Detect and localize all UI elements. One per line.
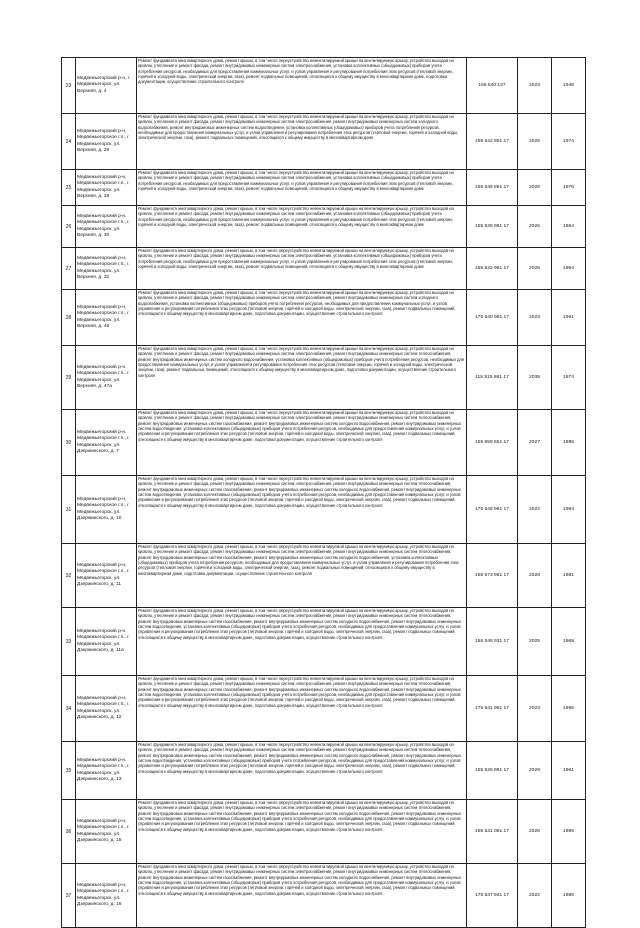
row-work-list: Ремонт фундамента многоквартирного дома, ремонт крыши, в том числе переустройство невентилируемой крыши на вентилируемую крышу, устройство выходов на кровлю, утепление и ремонт фасада, ремонт внутридомовых инженерных систем электроснабжения, ремонт внутридомовых инженерных систем холодного водоснабжения, ремонт внутридомовых инженерных систем водоотведения, установка коллективных (общедомовых) приборов учета потребления ресурсов, необходимых для предоставления коммунальных услуг, и узлов управления и регулирования потребления этих ресурсов (тепловой энергии, горячей и холодной воды, электрической энергии, газа), ремонт подвальных помещений, относящихся к общему имуществу в многоквартирном доме <box>138 114 459 141</box>
row-address-cell <box>76 864 137 928</box>
row-plan-year-cell <box>518 864 552 928</box>
row-plan-year-cell <box>518 290 552 346</box>
row-number-cell <box>62 58 76 114</box>
row-built-year-cell <box>552 864 586 928</box>
row-built-year: 1961 <box>563 768 574 773</box>
row-plan-year-cell <box>518 114 552 170</box>
table-row <box>62 170 586 206</box>
row-cost: 155 559 651 17 <box>475 440 509 445</box>
row-built-year: 1961 <box>563 315 574 320</box>
row-built-year: 1981 <box>563 573 574 578</box>
row-built-year-cell <box>552 170 586 206</box>
row-cost: 155 531 051 17 <box>475 829 509 834</box>
row-cost-cell <box>467 608 518 676</box>
row-cost: 155 540 137 <box>478 83 506 88</box>
table-row <box>62 800 586 864</box>
row-number: 26 <box>65 223 72 230</box>
row-cost-cell <box>467 410 518 476</box>
table-row <box>62 114 586 170</box>
row-number: 25 <box>65 184 72 191</box>
row-cost: 175 541 951 17 <box>475 706 509 711</box>
row-address: Медвежьегорский р-н, Медвежьегорское г.п., г. Медвежьегорск, ул. Верхняя, д. 26 <box>77 129 130 153</box>
row-built-year-cell <box>552 544 586 608</box>
table-row <box>62 608 586 676</box>
row-address-cell <box>76 676 137 742</box>
row-work-list-cell <box>137 346 467 410</box>
row-plan-year: 2023 <box>529 706 540 711</box>
row-address: Медвежьегорский р-н, Медвежьегорское г.п., г. Медвежьегорск, ул. Верхняя, д. 30 <box>77 214 130 238</box>
row-address-cell <box>76 114 137 170</box>
row-work-list-cell <box>137 676 467 742</box>
row-cost: 155 542 851 17 <box>475 139 509 144</box>
row-plan-year: 2023 <box>529 315 540 320</box>
row-number-cell <box>62 544 76 608</box>
row-cost: 155 573 961 17 <box>475 573 509 578</box>
table-row <box>62 346 586 410</box>
row-built-year: 1955 <box>563 706 574 711</box>
row-cost-cell <box>467 170 518 206</box>
row-address-cell <box>76 248 137 290</box>
row-number-cell <box>62 248 76 290</box>
row-cost: 155 545 851 17 <box>475 185 509 190</box>
row-cost-cell <box>467 346 518 410</box>
row-cost: 155 528 961 17 <box>475 224 509 229</box>
row-number-cell <box>62 290 76 346</box>
row-built-year: 1986 <box>563 893 574 898</box>
row-plan-year-cell <box>518 676 552 742</box>
row-built-year-cell <box>552 290 586 346</box>
row-built-year: 1985 <box>563 440 574 445</box>
row-built-year: 1974 <box>563 375 574 380</box>
row-plan-year-cell <box>518 346 552 410</box>
row-address: Медвежьегорский р-н, Медвежьегорское г.п., г. Медвежьегорск, ул. Дзержинского, д. 15 <box>77 819 130 843</box>
row-address: Медвежьегорский р-н, Медвежьегорское г.п., г. Медвежьегорск, ул. Дзержинского, д. 11 <box>77 563 130 587</box>
row-number: 27 <box>65 265 72 272</box>
row-address-cell <box>76 476 137 544</box>
row-work-list-cell <box>137 114 467 170</box>
row-number-cell <box>62 608 76 676</box>
row-number-cell <box>62 114 76 170</box>
row-address: Медвежьегорский р-н, Медвежьегорское г.п., г. Медвежьегорск, ул. Дзержинского, д. 11а <box>77 629 130 653</box>
row-cost: 175 547 941 17 <box>475 893 509 898</box>
row-plan-year: 2038 <box>529 375 540 380</box>
row-number: 37 <box>65 892 72 899</box>
row-plan-year-cell <box>518 608 552 676</box>
row-address-cell <box>76 58 137 114</box>
row-address-cell <box>76 544 137 608</box>
row-built-year: 1964 <box>563 224 574 229</box>
row-cost: 175 540 991 17 <box>475 315 509 320</box>
row-plan-year-cell <box>518 476 552 544</box>
table-body <box>62 58 586 928</box>
row-cost: 155 526 991 17 <box>475 768 509 773</box>
row-work-list: Ремонт фундамента многоквартирного дома, ремонт крыши, в том числе переустройство невентилируемой крыши на вентилируемую крышу, устройство выходов на кровлю, утепление и ремонт фасада, ремонт внутридомовых инженерных систем электроснабжения, ремонт внутридомовых инженерных систем теплоснабжения, ремонт внутридомовых инженерных систем газоснабжения, ремонт внутридомовых инженерных систем холодного водоснабжения, установка коллективных (общедомовых) приборов учета потребления ресурсов, необходимых для предоставления коммунальных услуг, и узлов управления и регулирования потребления этих ресурсов (тепловой энергии, горячей и холодной воды, электрической энергии, газа), ремонт подвальных помещений, относящихся к общему имуществу в многоквартирном доме, подготовка документации, осуществление строительного контроля <box>138 544 459 576</box>
row-address-cell <box>76 742 137 800</box>
table-row <box>62 544 586 608</box>
row-address-cell <box>76 410 137 476</box>
row-work-list-cell <box>137 248 467 290</box>
row-number-cell <box>62 410 76 476</box>
row-plan-year: 2026 <box>529 829 540 834</box>
row-built-year: 1978 <box>563 185 574 190</box>
row-cost-cell <box>467 476 518 544</box>
row-plan-year: 2022 <box>529 893 540 898</box>
row-work-list: Ремонт фундамента многоквартирного дома, ремонт крыши, в том числе переустройство невентилируемой крыши на вентилируемую крышу, устройство выходов на кровлю, утепление и ремонт фасада, ремонт внутридомовых инженерных систем электроснабжения, ремонт внутридомовых инженерных систем теплоснабжения, ремонт внутридомовых инженерных систем газоснабжения, ремонт внутридомовых инженерных систем холодного водоснабжения, ремонт внутридомовых инженерных систем водоотведения, установка коллективных (общедомовых) приборов учета потребления ресурсов, необходимых для предоставления коммунальных услуг, и узлов управления и регулирования потребления этих ресурсов (тепловой энергии, горячей и холодной воды, электрической энергии, газа), ремонт подвальных помещений, относящихся к общему имуществу в многоквартирном доме, подготовка документации, осуществление строительного контроля <box>138 800 461 832</box>
row-address: Медвежьегорский р-н, Медвежьегорское г.п., г. Медвежьегорск, ул. Дзержинского, д. 16 <box>77 883 130 907</box>
row-plan-year: 2029 <box>529 768 540 773</box>
table-row <box>62 206 586 248</box>
table-row <box>62 410 586 476</box>
row-cost: 155 532 961 17 <box>475 266 509 271</box>
row-number: 23 <box>65 82 72 89</box>
row-address: Медвежьегорский р-н, Медвежьегорское г.п., г. Медвежьегорск, ул. Дзержинского, д. 7 <box>77 430 130 454</box>
row-work-list: Ремонт фундамента многоквартирного дома, ремонт крыши, в том числе переустройство невентилируемой крыши на вентилируемую крышу, устройство выходов на кровлю, утепление и ремонт фасада, ремонт внутридомовых инженерных систем электроснабжения, ремонт внутридомовых инженерных систем теплоснабжения, ремонт внутридомовых инженерных систем газоснабжения, ремонт внутридомовых инженерных систем холодного водоснабжения, ремонт внутридомовых инженерных систем водоотведения, установка коллективных (общедомовых) приборов учета потребления ресурсов, необходимых для предоставления коммунальных услуг, и узлов управления и регулирования потребления этих ресурсов (тепловой энергии, горячей и холодной воды, электрической энергии, газа), ремонт подвальных помещений, относящихся к общему имуществу в многоквартирном доме, подготовка документации, осуществление строительного контроля <box>138 864 461 896</box>
row-number-cell <box>62 800 76 864</box>
row-built-year-cell <box>552 248 586 290</box>
row-number: 36 <box>65 828 72 835</box>
row-cost-cell <box>467 206 518 248</box>
row-number: 28 <box>65 314 72 321</box>
row-cost-cell <box>467 676 518 742</box>
row-built-year: 1984 <box>563 507 574 512</box>
row-plan-year-cell <box>518 58 552 114</box>
row-number: 31 <box>65 506 72 513</box>
row-number-cell <box>62 742 76 800</box>
row-work-list-cell <box>137 206 467 248</box>
row-work-list-cell <box>137 800 467 864</box>
row-number-cell <box>62 346 76 410</box>
table-row <box>62 58 586 114</box>
table-row <box>62 476 586 544</box>
row-cost: 155 546 931 17 <box>475 639 509 644</box>
row-plan-year: 2022 <box>529 507 540 512</box>
table-row <box>62 676 586 742</box>
row-work-list: Ремонт фундамента многоквартирного дома, ремонт крыши, в том числе переустройство невентилируемой крыши на вентилируемую крышу, устройство выходов на кровлю, утепление и ремонт фасада, ремонт внутридомовых инженерных систем электроснабжения, ремонт внутридомовых инженерных систем теплоснабжения, ремонт внутридомовых инженерных систем газоснабжения, ремонт внутридомовых инженерных систем холодного водоснабжения, ремонт внутридомовых инженерных систем водоотведения, установка коллективных (общедомовых) приборов учета потребления ресурсов, необходимых для предоставления коммунальных услуг, и узлов управления и регулирования потребления этих ресурсов (тепловой энергии, горячей и холодной воды, электрической энергии, газа), ремонт подвальных помещений, относящихся к общему имуществу в многоквартирном доме, подготовка документации, осуществление строительного контроля <box>138 676 461 708</box>
row-work-list: Ремонт фундамента многоквартирного дома, ремонт крыши, в том числе переустройство невентилируемой крыши на вентилируемую крышу, устройство выходов на кровлю, утепление и ремонт фасада, ремонт внутридомовых инженерных систем электроснабжения, установка коллективных (общедомовых) приборов учета потребления ресурсов, необходимых для предоставления коммунальных услуг, и узлов управления и регулирования потребления этих ресурсов (тепловой энергии, горячей и холодной воды, электрической энергии, газа), ремонт подвальных помещений, относящихся к общему имуществу в многоквартирном доме <box>138 206 454 228</box>
row-cost-cell <box>467 290 518 346</box>
row-built-year-cell <box>552 476 586 544</box>
row-address: Медвежьегорский р-н, г. Медвежьегорск, ул. Верхняя, д. 4 <box>77 76 131 94</box>
row-address-cell <box>76 170 137 206</box>
row-work-list-cell <box>137 170 467 206</box>
row-address-cell <box>76 800 137 864</box>
row-cost: 115 515 861 17 <box>475 375 509 380</box>
row-number-cell <box>62 476 76 544</box>
row-number-cell <box>62 676 76 742</box>
repair-program-table <box>61 57 586 928</box>
row-built-year: 1985 <box>563 829 574 834</box>
row-work-list: Ремонт фундамента многоквартирного дома, ремонт крыши, в том числе переустройство невентилируемой крыши на вентилируемую крышу, устройство выходов на кровлю, утепление и ремонт фасада, ремонт внутридомовых инженерных систем электроснабжения, ремонт внутридомовых инженерных систем теплоснабжения, ремонт внутридомовых инженерных систем газоснабжения, ремонт внутридомовых инженерных систем холодного водоснабжения, ремонт внутридомовых инженерных систем водоотведения, установка коллективных (общедомовых) приборов учета потребления ресурсов, необходимых для предоставления коммунальных услуг, и узлов управления и регулирования потребления этих ресурсов (тепловой энергии, горячей и холодной воды, электрической энергии, газа), ремонт подвальных помещений, относящихся к общему имуществу в многоквартирном доме, подготовка документации, осуществление строительного контроля <box>138 476 461 508</box>
row-cost-cell <box>467 544 518 608</box>
row-built-year: 1964 <box>563 266 574 271</box>
row-plan-year-cell <box>518 206 552 248</box>
row-plan-year: 2026 <box>529 185 540 190</box>
row-cost-cell <box>467 742 518 800</box>
row-cost-cell <box>467 800 518 864</box>
row-address: Медвежьегорский р-н, Медвежьегорское г.п., г. Медвежьегорск, ул. Верхняя, д. 47а <box>77 365 130 389</box>
row-built-year: 1968 <box>563 639 574 644</box>
row-built-year-cell <box>552 58 586 114</box>
row-number: 24 <box>65 138 72 145</box>
row-work-list-cell <box>137 864 467 928</box>
row-plan-year: 2028 <box>529 573 540 578</box>
row-plan-year: 2026 <box>529 224 540 229</box>
row-built-year: 1974 <box>563 139 574 144</box>
row-number-cell <box>62 864 76 928</box>
row-address: Медвежьегорский р-н, Медвежьегорское г.п., г. Медвежьегорск, ул. Дзержинского, д. 10 <box>77 497 130 521</box>
row-number-cell <box>62 170 76 206</box>
row-cost-cell <box>467 58 518 114</box>
table-row <box>62 864 586 928</box>
row-address-cell <box>76 290 137 346</box>
row-plan-year-cell <box>518 170 552 206</box>
row-built-year-cell <box>552 114 586 170</box>
row-work-list: Ремонт фундамента многоквартирного дома, ремонт крыши, в том числе переустройство невентилируемой крыши на вентилируемую крышу, устройство выходов на кровлю, утепление и ремонт фасада, ремонт внутридомовых инженерных систем электроснабжения, ремонт внутридомовых инженерных систем теплоснабжения, ремонт внутридомовых инженерных систем газоснабжения, ремонт внутридомовых инженерных систем холодного водоснабжения, ремонт внутридомовых инженерных систем водоотведения, установка коллективных (общедомовых) приборов учета потребления ресурсов, необходимых для предоставления коммунальных услуг, и узлов управления и регулирования потребления этих ресурсов (тепловой энергии, горячей и холодной воды, электрической энергии, газа), ремонт подвальных помещений, относящихся к общему имуществу в многоквартирном доме, подготовка документации, осуществление строительного контроля <box>138 608 461 640</box>
row-built-year-cell <box>552 346 586 410</box>
row-work-list: Ремонт фундамента многоквартирного дома, ремонт крыши, в том числе переустройство невентилируемой крыши на вентилируемую крышу, устройство выходов на кровлю, утепление и ремонт фасада, ремонт внутридомовых инженерных систем электроснабжения, ремонт внутридомовых инженерных систем холодного водоснабжения, установка коллективных (общедомовых) приборов учета потребления ресурсов, необходимых для предоставления коммунальных услуг, и узлов управления и регулирования потребления этих ресурсов (тепловой энергии, горячей и холодной воды, электрической энергии, газа), ремонт подвальных помещений, относящихся к общему имуществу в многоквартирном доме, подготовка документации, осуществление строительного контроля <box>138 290 456 317</box>
row-number: 33 <box>65 638 72 645</box>
row-plan-year: 2023 <box>529 83 540 88</box>
row-number: 34 <box>65 705 72 712</box>
row-number-cell <box>62 206 76 248</box>
row-address-cell <box>76 206 137 248</box>
row-address: Медвежьегорский р-н, Медвежьегорское г.п., г. Медвежьегорск, ул. Верхняя, д. 28 <box>77 175 130 199</box>
row-cost-cell <box>467 114 518 170</box>
row-built-year-cell <box>552 410 586 476</box>
table-row <box>62 290 586 346</box>
row-work-list-cell <box>137 410 467 476</box>
row-work-list: Ремонт фундамента многоквартирного дома, ремонт крыши, в том числе переустройство невентилируемой крыши на вентилируемую крышу, устройство выходов на кровлю, утепление и ремонт фасада, ремонт внутридомовых инженерных систем электроснабжения, ремонт внутридомовых инженерных систем теплоснабжения, ремонт внутридомовых инженерных систем газоснабжения, ремонт внутридомовых инженерных систем холодного водоснабжения, ремонт внутридомовых инженерных систем водоотведения, установка коллективных (общедомовых) приборов учета потребления ресурсов, необходимых для предоставления коммунальных услуг, и узлов управления и регулирования потребления этих ресурсов (тепловой энергии, горячей и холодной воды, электрической энергии, газа), ремонт подвальных помещений, относящихся к общему имуществу в многоквартирном доме, подготовка документации, осуществление строительного контроля <box>138 410 461 442</box>
row-plan-year-cell <box>518 800 552 864</box>
row-plan-year: 2026 <box>529 266 540 271</box>
row-number: 29 <box>65 374 72 381</box>
row-address: Медвежьегорский р-н, Медвежьегорское г.п., г. Медвежьегорск, ул. Верхняя, д. 45 <box>77 305 130 329</box>
row-work-list-cell <box>137 290 467 346</box>
row-address-cell <box>76 346 137 410</box>
table-row <box>62 742 586 800</box>
row-plan-year-cell <box>518 742 552 800</box>
row-cost-cell <box>467 864 518 928</box>
row-built-year: 1948 <box>563 83 574 88</box>
row-number: 32 <box>65 572 72 579</box>
row-work-list-cell <box>137 544 467 608</box>
row-cost: 175 546 961 17 <box>475 507 509 512</box>
row-work-list: Ремонт фундамента многоквартирного дома, ремонт крыши, в том числе переустройство невентилируемой крыши на вентилируемую крышу, устройство выходов на кровлю, утепление и ремонт фасада, ремонт внутридомовых инженерных систем электроснабжения, ремонт внутридомовых инженерных систем теплоснабжения, ремонт внутридомовых инженерных систем холодного водоснабжения, установка коллективных (общедомовых) приборов учета потребления ресурсов, необходимых для предоставления коммунальных услуг, и узлов управления и регулирования потребления этих ресурсов (тепловой энергии, горячей и холодной воды, электрической энергии, газа), ремонт подвальных помещений, относящихся к общему имуществу в многоквартирном доме, подготовка документации, осуществление строительного контроля <box>138 346 465 378</box>
row-plan-year-cell <box>518 410 552 476</box>
row-plan-year: 2027 <box>529 440 540 445</box>
table-row <box>62 248 586 290</box>
row-work-list-cell <box>137 476 467 544</box>
row-plan-year-cell <box>518 544 552 608</box>
row-work-list: Ремонт фундамента многоквартирного дома, ремонт крыши, в том числе переустройство невентилируемой крыши на вентилируемую крышу, устройство выходов на кровлю, утепление и ремонт фасада, ремонт внутридомовых инженерных систем электроснабжения, установка коллективных (общедомовых) приборов учета потребления ресурсов, необходимых для предоставления коммунальных услуг, и узлов управления и регулирования потребления этих ресурсов (тепловой энергии, горячей и холодной воды, электрической энергии, газа), ремонт подвальных помещений, относящихся к общему имуществу в многоквартирном доме <box>138 248 454 270</box>
row-built-year-cell <box>552 206 586 248</box>
row-work-list: Ремонт фундамента многоквартирного дома, ремонт крыши, в том числе переустройство невентилируемой крыши на вентилируемую крышу, устройство выходов на кровлю, утепление и ремонт фасада, ремонт внутридомовых инженерных систем электроснабжения, установка коллективных (общедомовых) приборов учета потребления ресурсов, необходимых для предоставления коммунальных услуг, и узлов управления и регулирования потребления этих ресурсов (тепловой энергии, горячей и холодной воды, электрической энергии, газа), ремонт подвальных помещений, относящихся к общему имуществу в многоквартирном доме, подготовка документации, осуществление строительного контроля <box>138 58 454 85</box>
row-built-year-cell <box>552 742 586 800</box>
row-built-year-cell <box>552 800 586 864</box>
row-cost-cell <box>467 248 518 290</box>
row-work-list-cell <box>137 58 467 114</box>
row-number: 30 <box>65 439 72 446</box>
row-work-list-cell <box>137 742 467 800</box>
row-plan-year-cell <box>518 248 552 290</box>
row-address: Медвежьегорский р-н, Медвежьегорское г.п., г. Медвежьегорск, ул. Дзержинского, д. 12 <box>77 696 130 720</box>
row-built-year-cell <box>552 676 586 742</box>
row-address: Медвежьегорский р-н, Медвежьегорское г.п., г. Медвежьегорск, ул. Дзержинского, д. 13 <box>77 758 130 782</box>
row-work-list: Ремонт фундамента многоквартирного дома, ремонт крыши, в том числе переустройство невентилируемой крыши на вентилируемую крышу, устройство выходов на кровлю, утепление и ремонт фасада, ремонт внутридомовых инженерных систем электроснабжения, ремонт внутридомовых инженерных систем теплоснабжения, ремонт внутридомовых инженерных систем газоснабжения, ремонт внутридомовых инженерных систем холодного водоснабжения, ремонт внутридомовых инженерных систем водоотведения, установка коллективных (общедомовых) приборов учета потребления ресурсов, необходимых для предоставления коммунальных услуг, и узлов управления и регулирования потребления этих ресурсов (тепловой энергии, горячей и холодной воды, электрической энергии, газа), ремонт подвальных помещений, относящихся к общему имуществу в многоквартирном доме, подготовка документации, осуществление строительного контроля <box>138 742 461 774</box>
row-number: 35 <box>65 767 72 774</box>
document-page <box>61 57 585 928</box>
row-plan-year: 2025 <box>529 639 540 644</box>
row-built-year-cell <box>552 608 586 676</box>
row-address: Медвежьегорский р-н, Медвежьегорское г.п., г. Медвежьегорск, ул. Верхняя, д. 32 <box>77 256 130 280</box>
row-plan-year: 2026 <box>529 139 540 144</box>
row-work-list-cell <box>137 608 467 676</box>
row-work-list: Ремонт фундамента многоквартирного дома, ремонт крыши, в том числе переустройство невентилируемой крыши на вентилируемую крышу, устройство выходов на кровлю, утепление и ремонт фасада, ремонт внутридомовых инженерных систем электроснабжения, установка коллективных (общедомовых) приборов учета потребления ресурсов, необходимых для предоставления коммунальных услуг, и узлов управления и регулирования потребления этих ресурсов (тепловой энергии, горячей и холодной воды, электрической энергии, газа), ремонт подвальных помещений, относящихся к общему имуществу в многоквартирном доме <box>138 170 454 192</box>
row-address-cell <box>76 608 137 676</box>
